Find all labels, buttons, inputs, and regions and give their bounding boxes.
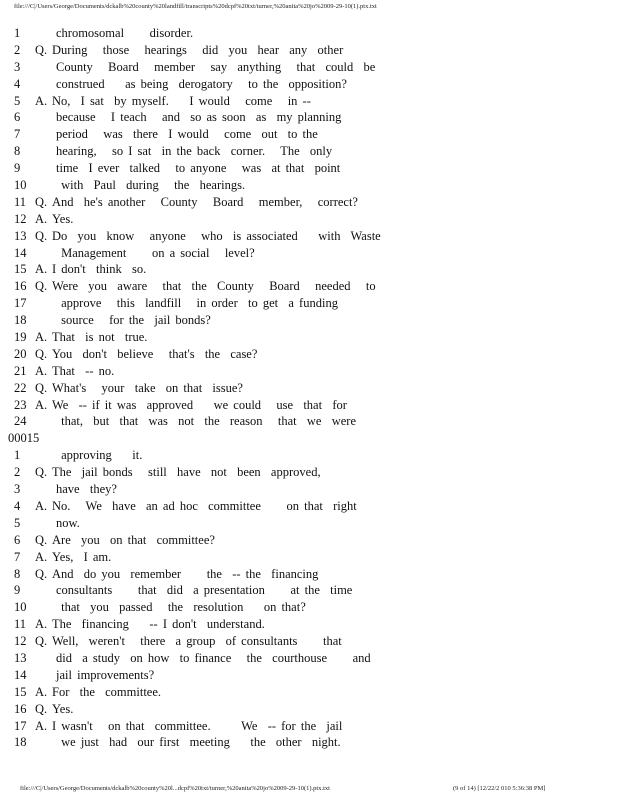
transcript-line	[14, 464, 604, 481]
line-number: 2	[14, 42, 21, 57]
file-path-header: file:///C|/Users/George/Documents/dckalb%20county%20landfill/transcripts%20dcpf%20txt/turner,%20anita%20jo%2009-29-10(1).ptx.txt	[14, 3, 377, 10]
line-number: 13	[14, 228, 27, 243]
line-text: chromosomal disorder.	[56, 26, 194, 40]
transcript-line	[14, 380, 604, 397]
line-text: hearing, so I sat in the back corner. The only	[56, 144, 333, 159]
transcript-line	[14, 532, 604, 549]
line-number: 7	[14, 127, 21, 142]
line-text: period was there I would come out to the	[56, 127, 318, 142]
line-number: 16	[14, 279, 27, 294]
transcript-page-15	[14, 447, 604, 751]
speaker-label: Q.	[35, 42, 48, 57]
line-number: 10	[14, 600, 27, 615]
speaker-label: Q.	[35, 228, 48, 243]
line-number: 15	[14, 684, 27, 699]
transcript-line	[14, 549, 604, 566]
line-number: 11	[14, 617, 27, 632]
line-number: 14	[14, 667, 27, 682]
line-text: approve this landfill in order to get a funding	[56, 296, 338, 311]
speaker-label: Q.	[35, 566, 48, 581]
line-text: because I teach and so as soon as my planning	[56, 110, 342, 125]
transcript-line	[14, 447, 604, 464]
footer-path: file:///C|/Users/George/Documents/dckalb%20county%20l...dcpf%20txt/turner,%20anita%20jo%2009-29-10(1).ptx.txt	[20, 785, 330, 792]
line-number: 18	[14, 735, 27, 750]
line-number: 24	[14, 414, 27, 429]
line-number: 3	[14, 482, 21, 497]
line-text: Management on a social level?	[56, 245, 255, 260]
line-number: 15	[14, 262, 27, 277]
line-number: 4	[14, 498, 21, 513]
speaker-label: Q.	[35, 634, 48, 649]
speaker-label: Q.	[35, 346, 48, 361]
transcript-line	[14, 329, 604, 346]
line-number: 2	[14, 465, 21, 480]
line-text: No, I sat by myself. I would come in --	[52, 93, 311, 108]
line-text: Yes, I am.	[52, 549, 112, 564]
line-number: 4	[14, 76, 21, 91]
transcript-line	[14, 566, 604, 583]
line-text: The financing -- I don't understand.	[52, 617, 265, 632]
transcript-line	[14, 616, 604, 633]
line-text: have they?	[56, 482, 117, 497]
transcript-line	[14, 93, 604, 110]
speaker-label: A.	[35, 211, 48, 226]
transcript-line	[14, 599, 604, 616]
transcript-line	[14, 126, 604, 143]
line-number: 20	[14, 346, 27, 361]
transcript-line	[14, 481, 604, 498]
line-text: I wasn't on that committee. We -- for the jail	[52, 718, 343, 733]
line-text: Were you aware that the County Board needed to	[52, 279, 376, 294]
speaker-label: A.	[35, 93, 48, 108]
line-text: And do you remember the -- the financing	[52, 566, 319, 581]
line-text: time I ever talked to anyone was at that point	[56, 161, 341, 176]
transcript-line	[14, 498, 604, 515]
transcript-line	[14, 684, 604, 701]
transcript-line	[14, 515, 604, 532]
speaker-label: Q.	[35, 532, 48, 547]
line-text: That is not true.	[52, 330, 148, 345]
line-text: And he's another County Board member, correct?	[52, 194, 358, 209]
transcript-line	[14, 363, 604, 380]
line-text: with Paul during the hearings.	[56, 178, 246, 193]
transcript-line	[14, 346, 604, 363]
line-text: that you passed the resolution on that?	[56, 600, 306, 615]
transcript-line	[14, 59, 604, 76]
speaker-label: A.	[35, 718, 48, 733]
speaker-label: A.	[35, 684, 48, 699]
line-number: 1	[14, 26, 21, 40]
line-number: 22	[14, 380, 27, 395]
speaker-label: A.	[35, 397, 48, 412]
transcript-line	[14, 278, 604, 295]
line-number: 13	[14, 650, 27, 665]
transcript-line	[14, 701, 604, 718]
line-text: source for the jail bonds?	[56, 313, 211, 328]
transcript-line	[14, 312, 604, 329]
line-number: 14	[14, 245, 27, 260]
transcript-line	[14, 582, 604, 599]
line-text: What's your take on that issue?	[52, 380, 243, 395]
transcript-line	[14, 295, 604, 312]
line-number: 16	[14, 701, 27, 716]
transcript-line	[14, 228, 604, 245]
speaker-label: Q.	[35, 194, 48, 209]
speaker-label: Q.	[35, 279, 48, 294]
line-number: 1	[14, 448, 21, 463]
transcript-body	[8, 25, 604, 751]
line-text: Do you know anyone who is associated with Waste	[52, 228, 381, 243]
footer-page-info: (9 of 14) [12/22/2 010 5:36:38 PM]	[453, 785, 546, 792]
transcript-line	[14, 143, 604, 160]
transcript-line	[14, 194, 604, 211]
line-text: You don't believe that's the case?	[52, 346, 258, 361]
line-number: 12	[14, 634, 27, 649]
transcript-line	[14, 42, 604, 59]
transcript-line	[14, 650, 604, 667]
line-text: Are you on that committee?	[52, 532, 215, 547]
line-number: 9	[14, 583, 21, 598]
line-number: 3	[14, 59, 21, 74]
line-number: 10	[14, 178, 27, 193]
transcript-line	[14, 177, 604, 194]
line-text: Yes.	[52, 701, 74, 716]
transcript-line	[14, 245, 604, 262]
speaker-label: Q.	[35, 701, 48, 716]
line-text: We -- if it was approved we could use that for	[52, 397, 347, 412]
line-text: Well, weren't there a group of consultants that	[52, 634, 342, 649]
line-text: For the committee.	[52, 684, 162, 699]
line-text: During those hearings did you hear any other	[52, 42, 344, 57]
line-number: 8	[14, 566, 21, 581]
transcript-line	[14, 734, 604, 751]
line-text: The jail bonds still have not been approved,	[52, 465, 321, 480]
speaker-label: A.	[35, 330, 48, 345]
speaker-label: Q.	[35, 465, 48, 480]
speaker-label: A.	[35, 549, 48, 564]
transcript-line	[14, 261, 604, 278]
transcript-line	[14, 109, 604, 126]
line-number: 18	[14, 313, 27, 328]
line-number: 12	[14, 211, 27, 226]
line-number: 6	[14, 532, 21, 547]
transcript-line	[14, 667, 604, 684]
line-number: 21	[14, 363, 27, 378]
line-text: That -- no.	[52, 363, 115, 378]
transcript-page-14	[14, 25, 604, 430]
line-number: 8	[14, 144, 21, 159]
transcript-line	[14, 633, 604, 650]
line-number: 17	[14, 296, 27, 311]
line-number: 11	[14, 194, 27, 209]
line-number: 19	[14, 330, 27, 345]
line-text: No. We have an ad hoc committee on that right	[52, 498, 357, 513]
line-text: County Board member say anything that could be	[56, 59, 376, 74]
line-number: 6	[14, 110, 21, 125]
line-number: 5	[14, 93, 21, 108]
speaker-label: A.	[35, 262, 48, 277]
line-text: construed as being derogatory to the opposition?	[56, 76, 347, 91]
line-text: that, but that was not the reason that we were	[56, 414, 356, 429]
line-text: I don't think so.	[52, 262, 147, 277]
line-text: we just had our first meeting the other night.	[56, 735, 341, 750]
line-text: jail improvements?	[56, 667, 155, 682]
speaker-label: Q.	[35, 380, 48, 395]
page-number-marker: 00015	[8, 431, 40, 446]
line-number: 5	[14, 515, 21, 530]
line-number: 7	[14, 549, 21, 564]
line-number: 23	[14, 397, 27, 412]
line-text: consultants that did a presentation at the time	[56, 583, 353, 598]
transcript-line	[14, 211, 604, 228]
transcript-line	[14, 76, 604, 93]
line-text: Yes.	[52, 211, 74, 226]
line-number: 17	[14, 718, 27, 733]
transcript-line	[14, 25, 604, 42]
speaker-label: A.	[35, 617, 48, 632]
transcript-line	[14, 397, 604, 414]
speaker-label: A.	[35, 363, 48, 378]
transcript-line	[14, 413, 604, 430]
line-text: approving it.	[56, 448, 143, 463]
line-text: did a study on how to finance the courthouse and	[56, 650, 371, 665]
line-text: now.	[56, 515, 80, 530]
transcript-line	[14, 160, 604, 177]
speaker-label: A.	[35, 498, 48, 513]
transcript-line	[14, 718, 604, 735]
line-number: 9	[14, 161, 21, 176]
